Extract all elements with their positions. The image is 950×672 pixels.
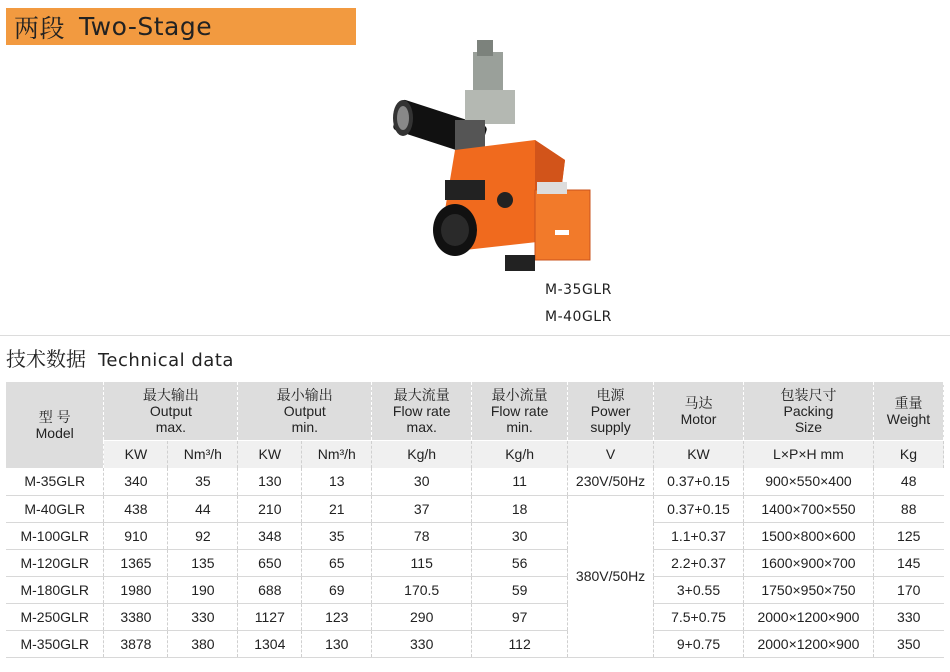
table-cell: 125	[873, 522, 943, 549]
table-cell: 2000×1200×900	[743, 603, 873, 630]
table-cell: 290	[372, 603, 472, 630]
table-cell: 145	[873, 549, 943, 576]
table-cell: 130	[302, 630, 372, 657]
table-row	[6, 468, 944, 495]
table-cell: 30	[372, 468, 472, 495]
table-cell: 0.37+0.15	[654, 495, 744, 522]
unit-cell: V	[568, 440, 654, 468]
model-label: M-35GLR	[545, 282, 612, 298]
table-cell: M-250GLR	[6, 603, 104, 630]
unit-cell: KW	[104, 440, 168, 468]
table-cell: 48	[873, 468, 943, 495]
table-cell: 380	[168, 630, 238, 657]
header-weight: 重量 Weight	[873, 382, 943, 440]
section-title-en: Technical data	[98, 350, 234, 371]
table-cell: 123	[302, 603, 372, 630]
power-cell: 230V/50Hz	[568, 468, 654, 495]
table-cell: 910	[104, 522, 168, 549]
table-cell: 37	[372, 495, 472, 522]
table-cell: 3+0.55	[654, 576, 744, 603]
table-cell: 18	[472, 495, 568, 522]
orange-gas-burner-icon	[385, 40, 615, 280]
table-cell: M-40GLR	[6, 495, 104, 522]
table-cell: M-100GLR	[6, 522, 104, 549]
table-cell: 330	[372, 630, 472, 657]
table-cell: 3878	[104, 630, 168, 657]
unit-cell: Kg	[873, 440, 943, 468]
table-row	[6, 576, 944, 603]
unit-cell: KW	[654, 440, 744, 468]
table-cell: 2.2+0.37	[654, 549, 744, 576]
header-flow-max: 最大流量 Flow rate max.	[372, 382, 472, 440]
section-title-bar	[6, 8, 356, 45]
table-cell: 30	[472, 522, 568, 549]
table-cell: 9+0.75	[654, 630, 744, 657]
table-cell: 97	[472, 603, 568, 630]
table-cell: 1750×950×750	[743, 576, 873, 603]
header-packing: 包装尺寸 Packing Size	[743, 382, 873, 440]
header-output-max: 最大输出 Output max.	[104, 382, 238, 440]
table-cell: 35	[302, 522, 372, 549]
table-row	[6, 603, 944, 630]
table-cell: 1600×900×700	[743, 549, 873, 576]
table-cell: 13	[302, 468, 372, 495]
technical-data-title	[6, 343, 234, 372]
table-cell: 170.5	[372, 576, 472, 603]
table-cell: 170	[873, 576, 943, 603]
table-cell: 59	[472, 576, 568, 603]
table-cell: 900×550×400	[743, 468, 873, 495]
table-cell: 350	[873, 630, 943, 657]
table-cell: 7.5+0.75	[654, 603, 744, 630]
table-cell: 0.37+0.15	[654, 468, 744, 495]
table-cell: 56	[472, 549, 568, 576]
table-cell: 115	[372, 549, 472, 576]
header-model: 型 号 Model	[6, 382, 104, 468]
table-cell: 1365	[104, 549, 168, 576]
table-cell: 1500×800×600	[743, 522, 873, 549]
technical-data-table	[6, 382, 944, 658]
table-cell: 92	[168, 522, 238, 549]
header-output-min: 最小输出 Output min.	[238, 382, 372, 440]
unit-cell: L×P×H mm	[743, 440, 873, 468]
unit-cell: Nm³/h	[168, 440, 238, 468]
table-cell: 11	[472, 468, 568, 495]
table-cell: 3380	[104, 603, 168, 630]
header-power: 电源 Power supply	[568, 382, 654, 440]
table-cell: 65	[302, 549, 372, 576]
table-cell: 1304	[238, 630, 302, 657]
table-cell: 348	[238, 522, 302, 549]
unit-cell: Kg/h	[372, 440, 472, 468]
table-cell: 78	[372, 522, 472, 549]
title-en: Two-Stage	[79, 12, 213, 41]
table-cell: 1.1+0.37	[654, 522, 744, 549]
title-cn: 两段	[14, 13, 66, 43]
model-labels	[545, 277, 612, 331]
table-cell: 88	[873, 495, 943, 522]
table-cell: 21	[302, 495, 372, 522]
table-cell: 330	[873, 603, 943, 630]
table-cell: 44	[168, 495, 238, 522]
table-row	[6, 549, 944, 576]
table-cell: 135	[168, 549, 238, 576]
table-row	[6, 522, 944, 549]
table-row	[6, 495, 944, 522]
table-cell: 130	[238, 468, 302, 495]
table-cell: 650	[238, 549, 302, 576]
unit-cell: Nm³/h	[302, 440, 372, 468]
table-cell: 210	[238, 495, 302, 522]
header-flow-min: 最小流量 Flow rate min.	[472, 382, 568, 440]
table-cell: 340	[104, 468, 168, 495]
table-cell: 1127	[238, 603, 302, 630]
table-cell: 69	[302, 576, 372, 603]
table-cell: 330	[168, 603, 238, 630]
table-cell: 2000×1200×900	[743, 630, 873, 657]
table-cell: M-350GLR	[6, 630, 104, 657]
unit-cell: Kg/h	[472, 440, 568, 468]
section-title-cn: 技术数据	[6, 347, 86, 371]
table-cell: M-35GLR	[6, 468, 104, 495]
unit-cell: KW	[238, 440, 302, 468]
table-row	[6, 630, 944, 657]
table-cell: 1980	[104, 576, 168, 603]
table-cell: 1400×700×550	[743, 495, 873, 522]
table-cell: 688	[238, 576, 302, 603]
divider	[0, 335, 950, 336]
header-motor: 马达 Motor	[654, 382, 744, 440]
table-cell: 112	[472, 630, 568, 657]
power-cell: 380V/50Hz	[568, 495, 654, 657]
table-cell: M-180GLR	[6, 576, 104, 603]
table-cell: 438	[104, 495, 168, 522]
table-cell: 190	[168, 576, 238, 603]
table-cell: 35	[168, 468, 238, 495]
table-cell: M-120GLR	[6, 549, 104, 576]
model-label: M-40GLR	[545, 309, 612, 325]
